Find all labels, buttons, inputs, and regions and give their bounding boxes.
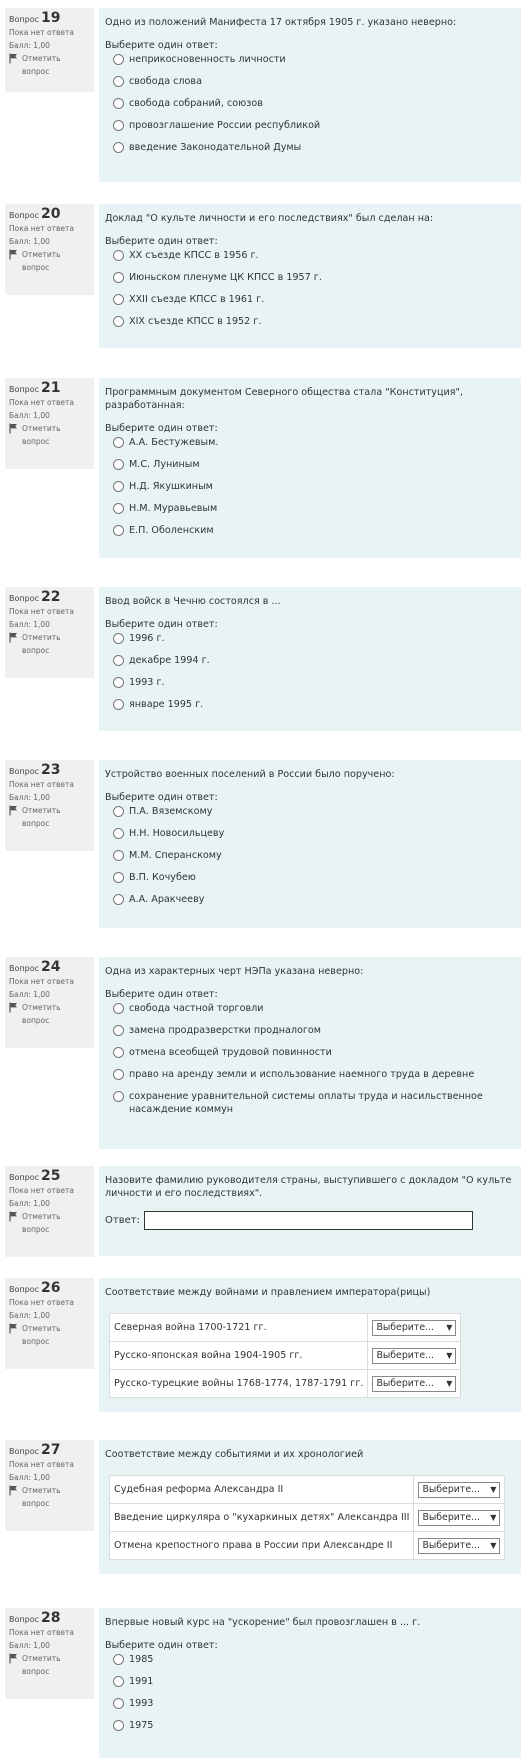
answer-options [105, 53, 515, 163]
select-value: Выберите... [422, 1484, 481, 1495]
answer-options [105, 249, 515, 337]
question-number-line [9, 382, 90, 396]
question-mark: Балл: 1,00 [9, 1311, 50, 1320]
flag-label: Отметить вопрос [22, 54, 61, 76]
radio-button[interactable] [113, 120, 124, 131]
answer-option-label: 1985 [129, 1654, 154, 1665]
question-mark: Балл: 1,00 [9, 1641, 50, 1650]
question-info [5, 204, 94, 295]
radio-button[interactable] [113, 503, 124, 514]
question-content [99, 204, 521, 348]
question-info [5, 587, 94, 678]
radio-button[interactable] [113, 1069, 124, 1080]
question-content [99, 1608, 521, 1758]
radio-button[interactable] [113, 316, 124, 327]
answer-options [105, 1653, 515, 1741]
matching-row [110, 1532, 505, 1560]
answer-option-label: неприкосновенность личности [129, 54, 286, 65]
matching-table [109, 1475, 505, 1560]
question-text: Одно из положений Манифеста 17 октября 1905 г. указано неверно: [105, 17, 457, 28]
flag-question-button[interactable] [9, 1652, 90, 1678]
question-status: Пока нет ответа [9, 28, 74, 37]
answer-option-label: 1993 г. [129, 677, 165, 688]
radio-button[interactable] [113, 655, 124, 666]
matching-table [109, 1313, 461, 1398]
question-label: Вопрос [9, 767, 39, 776]
chevron-down-icon: ▼ [490, 1541, 497, 1550]
question-number-line [9, 764, 90, 778]
question-status: Пока нет ответа [9, 224, 74, 233]
answer-option[interactable] [105, 827, 515, 849]
answer-option[interactable] [105, 75, 515, 97]
question-status: Пока нет ответа [9, 1628, 74, 1637]
answer-option[interactable] [105, 1002, 515, 1024]
answer-option[interactable] [105, 849, 515, 871]
question-mark: Балл: 1,00 [9, 1199, 50, 1208]
flag-icon [9, 631, 19, 647]
matching-item: Отмена крепостного права в России при Александре II [110, 1532, 414, 1560]
radio-button[interactable] [113, 294, 124, 305]
question-content [99, 1440, 521, 1574]
radio-button[interactable] [113, 850, 124, 861]
answer-prompt: Выберите один ответ: [105, 423, 218, 434]
question-mark: Балл: 1,00 [9, 620, 50, 629]
radio-button[interactable] [113, 1003, 124, 1014]
question-label: Вопрос [9, 964, 39, 973]
answer-option-label: 1993 [129, 1698, 154, 1709]
answer-option[interactable] [105, 293, 515, 315]
answer-option-label: декабре 1994 г. [129, 655, 210, 666]
radio-button[interactable] [113, 828, 124, 839]
radio-button[interactable] [113, 272, 124, 283]
answer-option-label: свобода слова [129, 76, 202, 87]
question-content [99, 1278, 521, 1412]
matching-row [110, 1342, 461, 1370]
answer-prompt: Выберите один ответ: [105, 40, 218, 51]
answer-option[interactable] [105, 524, 515, 546]
question-label: Вопрос [9, 211, 39, 220]
select-value: Выберите... [376, 1322, 435, 1333]
flag-icon [9, 1484, 19, 1500]
select-value: Выберите... [376, 1350, 435, 1361]
answer-prompt: Выберите один ответ: [105, 792, 218, 803]
chevron-down-icon: ▼ [446, 1351, 453, 1360]
radio-button[interactable] [113, 1698, 124, 1709]
answer-option[interactable] [105, 1024, 515, 1046]
flag-label: Отметить вопрос [22, 1003, 61, 1025]
short-answer [105, 1211, 515, 1230]
answer-option[interactable] [105, 632, 515, 654]
question-info [5, 1608, 94, 1699]
question-text: Впервые новый курс на "ускорение" был провозглашен в ... г. [105, 1617, 421, 1628]
question-number-line [9, 1282, 90, 1296]
answer-option[interactable] [105, 1653, 515, 1675]
question-mark: Балл: 1,00 [9, 990, 50, 999]
question-info [5, 378, 94, 469]
matching-select[interactable] [418, 1510, 500, 1526]
answer-option-label: Н.Д. Якушкиным [129, 481, 213, 492]
answer-option[interactable] [105, 871, 515, 893]
question-info [5, 1440, 94, 1531]
answer-option[interactable] [105, 1068, 515, 1090]
answer-prompt: Выберите один ответ: [105, 236, 218, 247]
answer-option-label: Июньском пленуме ЦК КПСС в 1957 г. [129, 272, 322, 283]
question-text: Соответствие между событиями и их хронологией [105, 1449, 364, 1460]
question-number: 28 [40, 1610, 61, 1626]
select-value: Выберите... [376, 1378, 435, 1389]
matching-select-cell [414, 1476, 505, 1504]
question-content [99, 957, 521, 1149]
matching-select-cell [368, 1314, 461, 1342]
flag-question-button[interactable] [9, 1210, 90, 1236]
answer-prompt: Выберите один ответ: [105, 619, 218, 630]
radio-button[interactable] [113, 699, 124, 710]
radio-button[interactable] [113, 76, 124, 87]
question-label: Вопрос [9, 15, 39, 24]
question-text: Ввод войск в Чечню состоялся в ... [105, 596, 281, 607]
question-mark: Балл: 1,00 [9, 41, 50, 50]
answer-option-label: Н.Н. Новосильцеву [129, 828, 225, 839]
question-number-line [9, 208, 90, 222]
matching-row [110, 1476, 505, 1504]
question-text: Программным документом Северного общества стала "Конституция", разработанная: [105, 387, 463, 411]
question-info [5, 8, 94, 92]
matching-select[interactable] [372, 1376, 456, 1392]
question-label: Вопрос [9, 1615, 39, 1624]
question-status: Пока нет ответа [9, 977, 74, 986]
question-status: Пока нет ответа [9, 607, 74, 616]
radio-button[interactable] [113, 98, 124, 109]
answer-option-label: П.А. Вяземскому [129, 806, 213, 817]
matching-item: Введение циркуляра о "кухаркиных детях" Александра III [110, 1504, 414, 1532]
question-status: Пока нет ответа [9, 1186, 74, 1195]
answer-option[interactable] [105, 458, 515, 480]
radio-button[interactable] [113, 250, 124, 261]
matching-item: Русско-турецкие войны 1768-1774, 1787-1791 гг. [110, 1370, 368, 1398]
question-status: Пока нет ответа [9, 398, 74, 407]
question-content [99, 1166, 521, 1256]
question-mark: Балл: 1,00 [9, 793, 50, 802]
answer-prompt: Выберите один ответ: [105, 989, 218, 1000]
answer-option[interactable] [105, 676, 515, 698]
matching-select-cell [414, 1532, 505, 1560]
radio-button[interactable] [113, 677, 124, 688]
answer-option-label: отмена всеобщей трудовой повинности [129, 1047, 332, 1058]
flag-icon [9, 52, 19, 68]
answer-option-label: замена продразверстки продналогом [129, 1025, 322, 1036]
answer-option[interactable] [105, 97, 515, 119]
question-mark: Балл: 1,00 [9, 1473, 50, 1482]
answer-option[interactable] [105, 698, 515, 720]
matching-select-cell [368, 1370, 461, 1398]
question-mark: Балл: 1,00 [9, 411, 50, 420]
chevron-down-icon: ▼ [446, 1379, 453, 1388]
flag-question-button[interactable] [9, 631, 90, 657]
answer-option[interactable] [105, 436, 515, 458]
radio-button[interactable] [113, 525, 124, 536]
question-content [99, 378, 521, 558]
answer-option[interactable] [105, 654, 515, 676]
answer-option-label: XXII съезде КПСС в 1961 г. [129, 294, 265, 305]
flag-icon [9, 804, 19, 820]
flag-label: Отметить вопрос [22, 1212, 61, 1234]
matching-item: Судебная реформа Александра II [110, 1476, 414, 1504]
flag-icon [9, 422, 19, 438]
answer-option[interactable] [105, 1675, 515, 1697]
answer-option[interactable] [105, 53, 515, 75]
chevron-down-icon: ▼ [490, 1513, 497, 1522]
flag-question-button[interactable] [9, 52, 90, 78]
question-number-line [9, 591, 90, 605]
question-number: 19 [40, 10, 61, 26]
radio-button[interactable] [113, 1025, 124, 1036]
question-number-line [9, 961, 90, 975]
answer-input[interactable] [144, 1211, 473, 1230]
question-text: Доклад "О культе личности и его последствиях" был сделан на: [105, 213, 434, 224]
radio-button[interactable] [113, 894, 124, 905]
answer-option-label: январе 1995 г. [129, 699, 204, 710]
answer-option[interactable] [105, 1090, 515, 1124]
question-status: Пока нет ответа [9, 1298, 74, 1307]
radio-button[interactable] [113, 1091, 124, 1102]
matching-select[interactable] [418, 1482, 500, 1498]
question-number: 25 [40, 1168, 61, 1184]
question-number: 27 [40, 1442, 61, 1458]
question-content [99, 760, 521, 928]
chevron-down-icon: ▼ [490, 1485, 497, 1494]
flag-label: Отметить вопрос [22, 806, 61, 828]
answer-option[interactable] [105, 271, 515, 293]
answer-option-label: Н.М. Муравьевым [129, 503, 218, 514]
matching-select[interactable] [418, 1538, 500, 1554]
answer-option-label: XIX съезде КПСС в 1952 г. [129, 316, 262, 327]
flag-icon [9, 248, 19, 264]
question-label: Вопрос [9, 1447, 39, 1456]
question-number: 26 [40, 1280, 61, 1296]
flag-question-button[interactable] [9, 1322, 90, 1348]
answer-option[interactable] [105, 119, 515, 141]
flag-icon [9, 1652, 19, 1668]
radio-button[interactable] [113, 1676, 124, 1687]
question-number-line [9, 12, 90, 26]
matching-row [110, 1314, 461, 1342]
question-status: Пока нет ответа [9, 1460, 74, 1469]
answer-option-label: свобода собраний, союзов [129, 98, 263, 109]
radio-button[interactable] [113, 633, 124, 644]
answer-option-label: 1975 [129, 1720, 154, 1731]
answer-prompt: Выберите один ответ: [105, 1640, 218, 1651]
answer-option[interactable] [105, 141, 515, 163]
flag-icon [9, 1001, 19, 1017]
flag-question-button[interactable] [9, 422, 90, 448]
matching-row [110, 1370, 461, 1398]
radio-button[interactable] [113, 142, 124, 153]
radio-button[interactable] [113, 872, 124, 883]
answer-option-label: сохранение уравнительной системы оплаты труда и насильственное насаждение коммун [129, 1091, 483, 1115]
matching-select-cell [414, 1504, 505, 1532]
answer-option-label: свобода частной торговли [129, 1003, 264, 1014]
radio-button[interactable] [113, 1654, 124, 1665]
matching-item: Северная война 1700-1721 гг. [110, 1314, 368, 1342]
question-text: Одна из характерных черт НЭПа указана неверно: [105, 966, 364, 977]
answer-options [105, 436, 515, 546]
question-label: Вопрос [9, 1285, 39, 1294]
radio-button[interactable] [113, 1720, 124, 1731]
answer-option[interactable] [105, 1046, 515, 1068]
flag-label: Отметить вопрос [22, 1486, 61, 1508]
matching-select[interactable] [372, 1348, 456, 1364]
question-mark: Балл: 1,00 [9, 237, 50, 246]
flag-question-button[interactable] [9, 1001, 90, 1027]
question-label: Вопрос [9, 1173, 39, 1182]
answer-option[interactable] [105, 805, 515, 827]
question-number: 24 [40, 959, 61, 975]
flag-label: Отметить вопрос [22, 1654, 61, 1676]
answer-option-label: Е.П. Оболенским [129, 525, 214, 536]
flag-question-button[interactable] [9, 804, 90, 830]
answer-option-label: М.М. Сперанскому [129, 850, 222, 861]
answer-option[interactable] [105, 315, 515, 337]
question-number-line [9, 1444, 90, 1458]
answer-option-label: М.С. Луниным [129, 459, 200, 470]
answer-option[interactable] [105, 502, 515, 524]
question-number: 22 [40, 589, 61, 605]
question-number: 23 [40, 762, 61, 778]
question-number-line [9, 1612, 90, 1626]
matching-select[interactable] [372, 1320, 456, 1336]
answer-option-label: XX съезде КПСС в 1956 г. [129, 250, 259, 261]
answer-option-label: провозглашение России республикой [129, 120, 321, 131]
question-content [99, 587, 521, 731]
radio-button[interactable] [113, 437, 124, 448]
matching-select-cell [368, 1342, 461, 1370]
flag-question-button[interactable] [9, 1484, 90, 1510]
question-label: Вопрос [9, 385, 39, 394]
question-status: Пока нет ответа [9, 780, 74, 789]
question-info [5, 760, 94, 851]
question-number-line [9, 1170, 90, 1184]
flag-label: Отметить вопрос [22, 1324, 61, 1346]
answer-option[interactable] [105, 1719, 515, 1741]
answer-option-label: В.П. Кочубею [129, 872, 196, 883]
flag-icon [9, 1322, 19, 1338]
radio-button[interactable] [113, 1047, 124, 1058]
radio-button[interactable] [113, 481, 124, 492]
flag-label: Отметить вопрос [22, 250, 61, 272]
flag-label: Отметить вопрос [22, 424, 61, 446]
radio-button[interactable] [113, 806, 124, 817]
select-value: Выберите... [422, 1540, 481, 1551]
radio-button[interactable] [113, 459, 124, 470]
question-text: Назовите фамилию руководителя страны, выступившего с докладом "О культе личности и его последствиях". [105, 1175, 512, 1199]
answer-options [105, 632, 515, 720]
matching-item: Русско-японская война 1904-1905 гг. [110, 1342, 368, 1370]
radio-button[interactable] [113, 54, 124, 65]
answer-options [105, 805, 515, 915]
answer-option[interactable] [105, 893, 515, 915]
question-content [99, 8, 521, 182]
answer-option-label: А.А. Аракчееву [129, 894, 205, 905]
flag-question-button[interactable] [9, 248, 90, 274]
question-text: Устройство военных поселений в России было поручено: [105, 769, 395, 780]
question-info [5, 1278, 94, 1369]
answer-option[interactable] [105, 480, 515, 502]
flag-label: Отметить вопрос [22, 633, 61, 655]
answer-options [105, 1002, 515, 1124]
question-text: Соответствие между войнами и правлением императора(рицы) [105, 1287, 431, 1298]
answer-option-label: право на аренду земли и использование наемного труда в деревне [129, 1069, 475, 1080]
answer-option-label: 1996 г. [129, 633, 165, 644]
question-info [5, 1166, 94, 1257]
question-label: Вопрос [9, 594, 39, 603]
matching-row [110, 1504, 505, 1532]
answer-option-label: введение Законодательной Думы [129, 142, 302, 153]
select-value: Выберите... [422, 1512, 481, 1523]
answer-option-label: А.А. Бестужевым. [129, 437, 219, 448]
question-number: 20 [40, 206, 61, 222]
question-info [5, 957, 94, 1048]
answer-option[interactable] [105, 249, 515, 271]
flag-icon [9, 1210, 19, 1226]
question-number: 21 [40, 380, 61, 396]
chevron-down-icon: ▼ [446, 1323, 453, 1332]
answer-option[interactable] [105, 1697, 515, 1719]
answer-label: Ответ: [105, 1215, 140, 1226]
answer-option-label: 1991 [129, 1676, 154, 1687]
